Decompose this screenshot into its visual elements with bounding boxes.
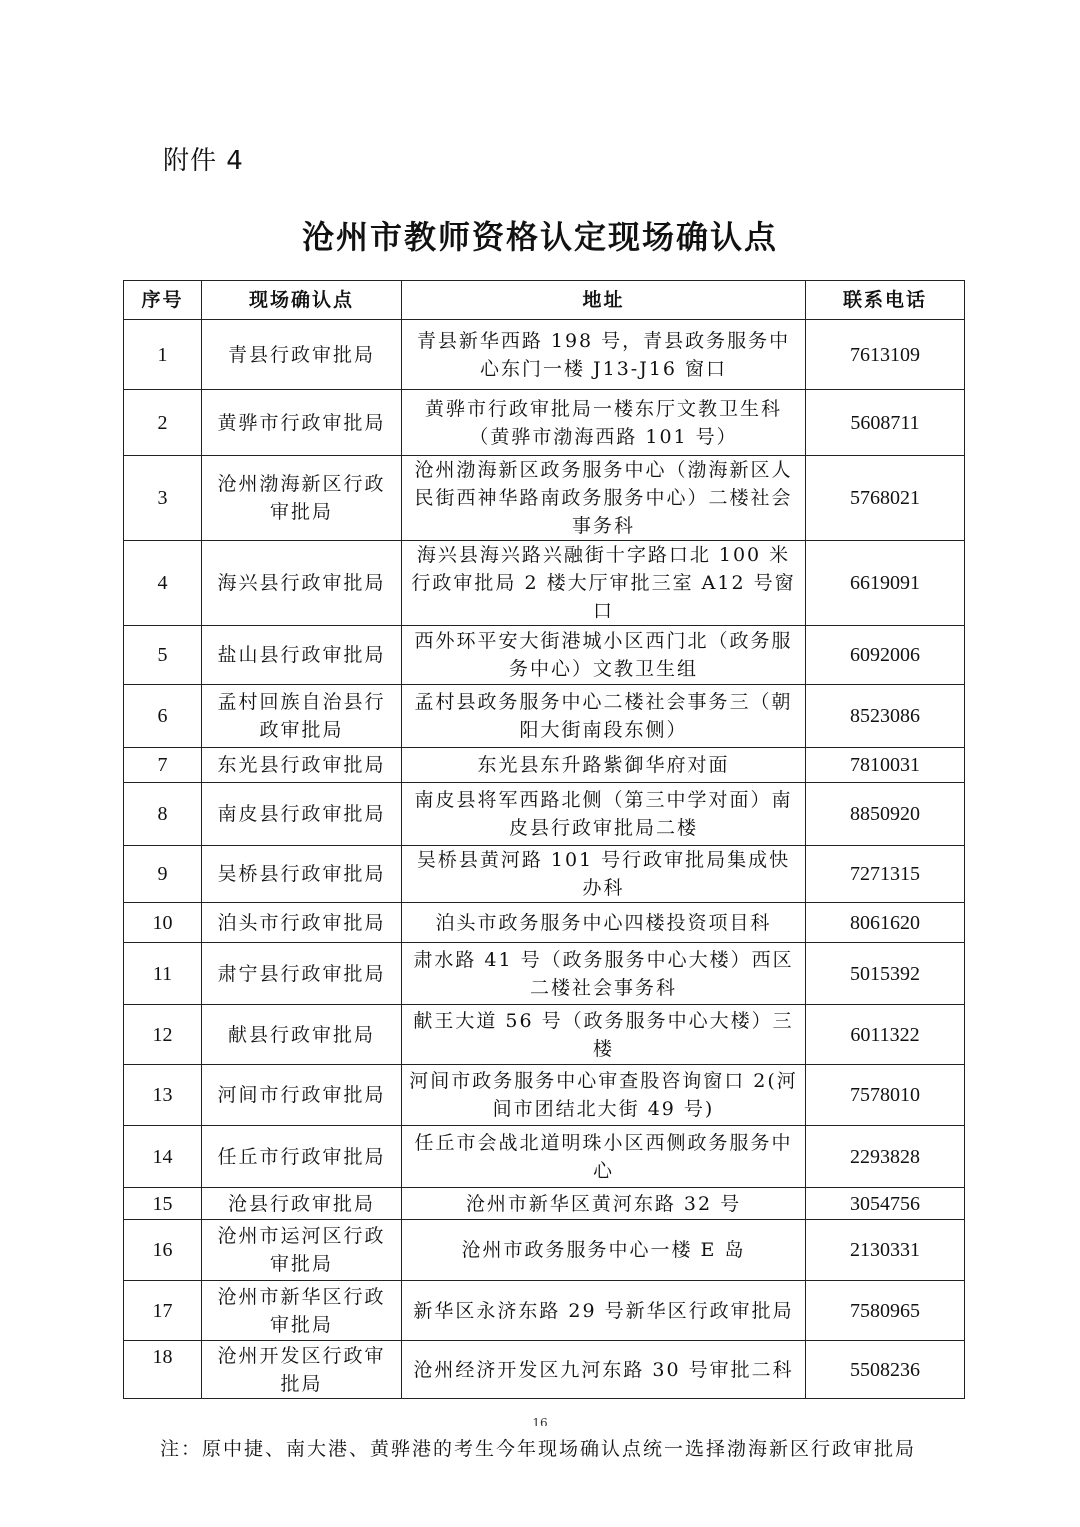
table-row	[124, 903, 965, 943]
footnote: 注：原中捷、南大港、黄骅港的考生今年现场确认点统一选择渤海新区行政审批局	[160, 1438, 917, 1460]
row-address: 沧州市新华区黄河东路 32 号	[402, 1188, 806, 1220]
row-address: 黄骅市行政审批局一楼东厅文教卫生科（黄骅市渤海西路 101 号）	[402, 390, 806, 456]
table-row	[124, 783, 965, 846]
row-phone: 3054756	[806, 1188, 965, 1220]
row-address: 沧州市政务服务中心一楼 E 岛	[402, 1220, 806, 1281]
row-phone: 5015392	[806, 943, 965, 1005]
row-phone: 7810031	[806, 748, 965, 783]
row-phone: 6619091	[806, 541, 965, 626]
table-row	[124, 748, 965, 783]
header-site: 现场确认点	[202, 281, 402, 320]
row-site: 盐山县行政审批局	[202, 626, 402, 685]
row-address: 吴桥县黄河路 101 号行政审批局集成快办科	[402, 846, 806, 903]
table-row	[124, 320, 965, 390]
row-phone: 6092006	[806, 626, 965, 685]
table-row	[124, 685, 965, 748]
row-no: 1	[124, 320, 202, 390]
row-phone: 8850920	[806, 783, 965, 846]
document-title: 沧州市教师资格认定现场确认点	[301, 218, 778, 256]
row-address: 西外环平安大街港城小区西门北（政务服务中心）文教卫生组	[402, 626, 806, 685]
confirmation-sites-table	[123, 280, 965, 1399]
row-site: 青县行政审批局	[202, 320, 402, 390]
table-row	[124, 1188, 965, 1220]
table-row	[124, 1126, 965, 1188]
row-phone: 2293828	[806, 1126, 965, 1188]
row-address: 青县新华西路 198 号，青县政务服务中心东门一楼 J13-J16 窗口	[402, 320, 806, 390]
row-site: 沧州渤海新区行政审批局	[202, 456, 402, 541]
row-site: 献县行政审批局	[202, 1005, 402, 1065]
row-address: 南皮县将军西路北侧（第三中学对面）南皮县行政审批局二楼	[402, 783, 806, 846]
row-site: 海兴县行政审批局	[202, 541, 402, 626]
table-row	[124, 943, 965, 1005]
row-phone: 8523086	[806, 685, 965, 748]
row-phone: 5768021	[806, 456, 965, 541]
row-no: 18	[124, 1341, 202, 1399]
row-no: 8	[124, 783, 202, 846]
table-row	[124, 541, 965, 626]
row-no: 7	[124, 748, 202, 783]
row-site: 吴桥县行政审批局	[202, 846, 402, 903]
table-row	[124, 1281, 965, 1341]
table-row	[124, 1220, 965, 1281]
row-site: 黄骅市行政审批局	[202, 390, 402, 456]
row-site: 南皮县行政审批局	[202, 783, 402, 846]
row-no: 3	[124, 456, 202, 541]
header-phone: 联系电话	[806, 281, 965, 320]
attachment-label: 附件 4	[163, 146, 244, 176]
table-row	[124, 1341, 965, 1399]
row-no: 17	[124, 1281, 202, 1341]
row-no: 9	[124, 846, 202, 903]
row-no: 4	[124, 541, 202, 626]
row-phone: 8061620	[806, 903, 965, 943]
row-site: 沧县行政审批局	[202, 1188, 402, 1220]
row-address: 任丘市会战北道明珠小区西侧政务服务中心	[402, 1126, 806, 1188]
row-site: 孟村回族自治县行政审批局	[202, 685, 402, 748]
row-address: 沧州经济开发区九河东路 30 号审批二科	[402, 1341, 806, 1399]
row-site: 沧州市运河区行政审批局	[202, 1220, 402, 1281]
row-phone: 2130331	[806, 1220, 965, 1281]
row-no: 6	[124, 685, 202, 748]
table-row	[124, 846, 965, 903]
table-row	[124, 390, 965, 456]
row-site: 东光县行政审批局	[202, 748, 402, 783]
row-address: 河间市政务服务中心审查股咨询窗口 2(河间市团结北大街 49 号)	[402, 1065, 806, 1126]
row-address: 泊头市政务服务中心四楼投资项目科	[402, 903, 806, 943]
table-row	[124, 1065, 965, 1126]
row-site: 沧州市新华区行政审批局	[202, 1281, 402, 1341]
row-phone: 7580965	[806, 1281, 965, 1341]
row-phone: 6011322	[806, 1005, 965, 1065]
row-phone: 7613109	[806, 320, 965, 390]
row-address: 沧州渤海新区政务服务中心（渤海新区人民街西神华路南政务服务中心）二楼社会事务科	[402, 456, 806, 541]
row-address: 新华区永济东路 29 号新华区行政审批局	[402, 1281, 806, 1341]
page-number: 16	[532, 1416, 548, 1426]
row-no: 11	[124, 943, 202, 1005]
row-no: 16	[124, 1220, 202, 1281]
row-address: 东光县东升路紫御华府对面	[402, 748, 806, 783]
table-row	[124, 626, 965, 685]
row-address: 孟村县政务服务中心二楼社会事务三（朝阳大街南段东侧）	[402, 685, 806, 748]
row-phone: 7578010	[806, 1065, 965, 1126]
row-site: 河间市行政审批局	[202, 1065, 402, 1126]
row-site: 泊头市行政审批局	[202, 903, 402, 943]
row-no: 12	[124, 1005, 202, 1065]
row-no: 5	[124, 626, 202, 685]
row-address: 献王大道 56 号（政务服务中心大楼）三楼	[402, 1005, 806, 1065]
row-no: 14	[124, 1126, 202, 1188]
row-site: 沧州开发区行政审批局	[202, 1341, 402, 1399]
header-no: 序号	[124, 281, 202, 320]
row-no: 2	[124, 390, 202, 456]
row-phone: 5508236	[806, 1341, 965, 1399]
row-phone: 7271315	[806, 846, 965, 903]
row-site: 任丘市行政审批局	[202, 1126, 402, 1188]
row-site: 肃宁县行政审批局	[202, 943, 402, 1005]
row-address: 肃水路 41 号（政务服务中心大楼）西区二楼社会事务科	[402, 943, 806, 1005]
table-row	[124, 456, 965, 541]
row-no: 10	[124, 903, 202, 943]
row-address: 海兴县海兴路兴融街十字路口北 100 米行政审批局 2 楼大厅审批三室 A12 号窗口	[402, 541, 806, 626]
table-header-row	[124, 281, 965, 320]
header-address: 地址	[402, 281, 806, 320]
table-row	[124, 1005, 965, 1065]
row-phone: 5608711	[806, 390, 965, 456]
row-no: 13	[124, 1065, 202, 1126]
row-no: 15	[124, 1188, 202, 1220]
